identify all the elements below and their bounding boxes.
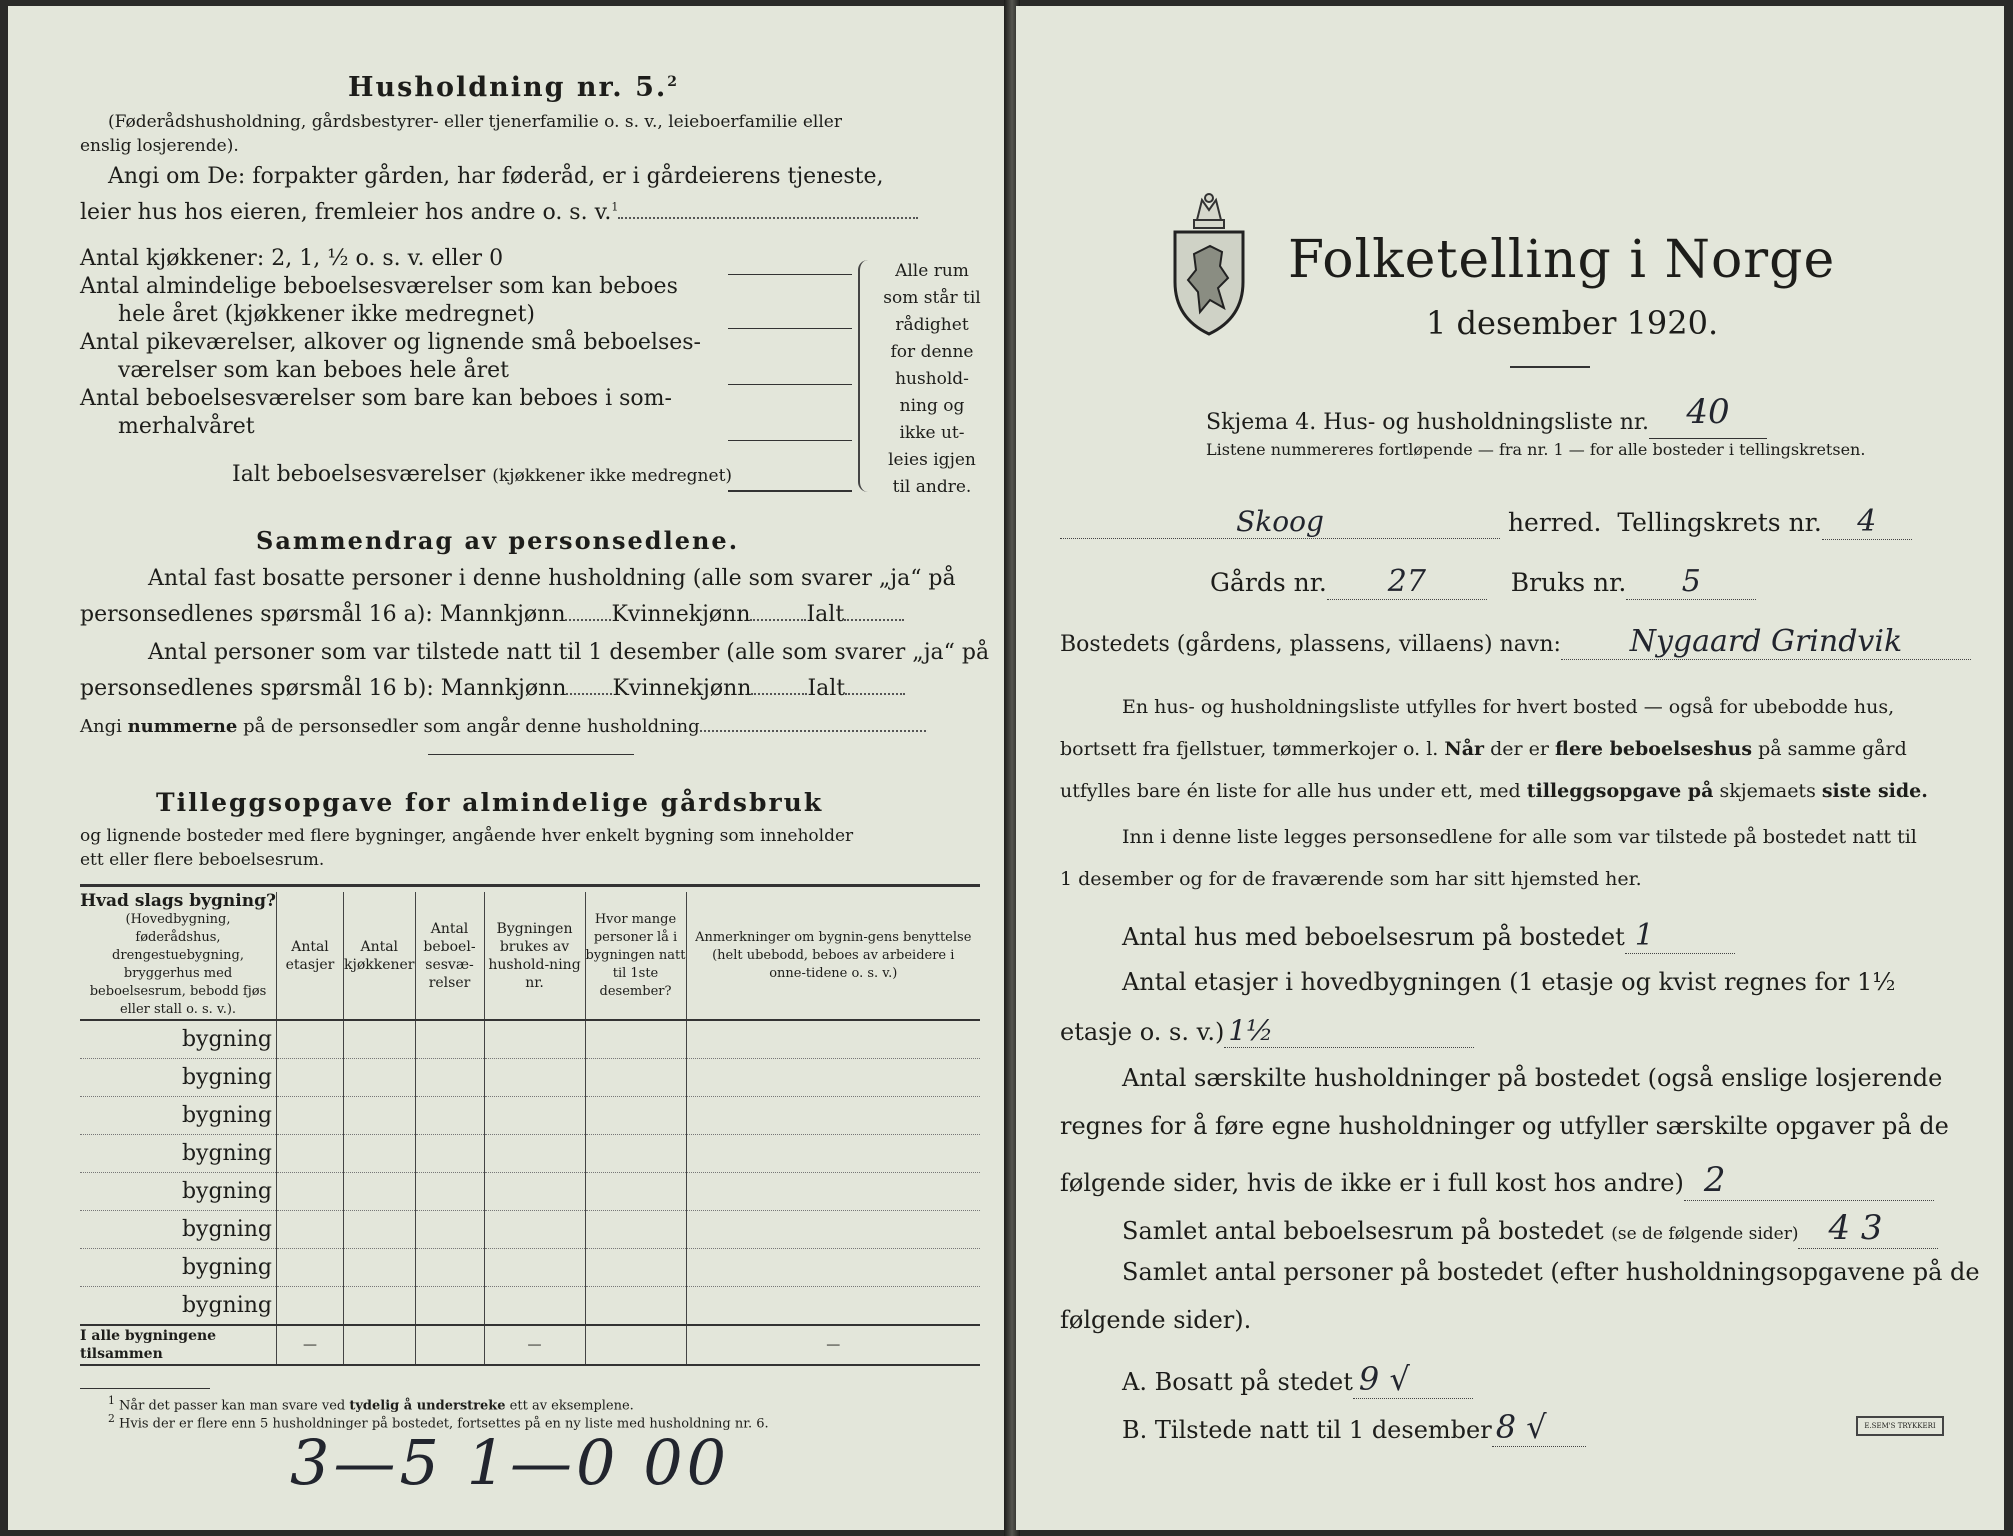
building-cell [277,1173,344,1211]
instruction-4: Inn i denne liste legges personsedlene for alle som var tilstede på bostedet natt til [1122,826,1917,848]
numbering-note: Listene nummereres fortløpende — fra nr. 1 — for alle bosteder i tellingskretsen. [1206,440,1866,459]
col-vaerelser-header: Antal beboel-sesvæ-relser [415,892,484,1020]
form-date: 1 desember 1920. [1426,304,1719,342]
tilstede-line: B. Tilstede natt til 1 desember 8 √ [1122,1408,1586,1447]
rooms-alm-1: Antal almindelige beboelsesværelser som kan beboes [80,274,678,299]
bosatt-value: 9 √ [1358,1360,1410,1398]
building-cell [585,1173,686,1211]
household-intro-2: enslig losjerende). [80,136,239,156]
instruction-5: 1 desember og for de fraværende som har sitt hjemsted her. [1060,868,1642,890]
building-cell [686,1097,980,1135]
side-note-line: Alle rum [895,261,969,281]
rooms-ialt: Ialt beboelsesværelser (kjøkkener ikke medregnet) [232,462,733,487]
building-cell [415,1020,484,1059]
building-cell [277,1211,344,1249]
building-cell [484,1173,585,1211]
question-etasjer-2: etasje o. s. v.) 1½ [1060,1014,1474,1048]
building-cell [415,1173,484,1211]
bruks-value: 5 [1681,564,1701,599]
sammendrag-nummer: Angi nummerne på de personsedler som angår denne husholdning [80,716,926,737]
building-cell [415,1249,484,1287]
side-note-line: rådighet [895,315,969,335]
total-cell: — [686,1325,980,1365]
side-note-line: som står til [883,288,981,308]
building-cell [415,1211,484,1249]
col-personer-header: Hvor mange personer lå i bygningen natt til 1ste desember? [585,892,686,1020]
building-cell [415,1059,484,1097]
building-cell [585,1249,686,1287]
question-hush-2: regnes for å føre egne husholdninger og utfyller særskilte opgaver på de [1060,1112,1949,1140]
building-row [80,1249,980,1287]
building-type-cell: bygning [80,1097,277,1135]
building-row [80,1211,980,1249]
building-type-cell: bygning [80,1211,277,1249]
question-hus: Antal hus med beboelsesrum på bostedet 1 [1122,918,1735,954]
building-row [80,1097,980,1135]
building-cell [484,1249,585,1287]
building-cell [585,1287,686,1326]
building-cell [484,1097,585,1135]
building-cell [686,1287,980,1326]
building-row [80,1135,980,1173]
building-cell [277,1059,344,1097]
building-row [80,1020,980,1059]
building-row [80,1287,980,1326]
building-cell [344,1287,416,1326]
building-cell [585,1135,686,1173]
instruction-3: utfylles bare én liste for alle hus under ett, med tilleggsopgave på skjemaets siste side. [1060,780,1928,802]
rooms-kjokkener: Antal kjøkkener: 2, 1, ½ o. s. v. eller 0 [80,246,504,271]
total-cell [415,1325,484,1365]
household-intro: (Føderådshusholdning, gårdsbestyrer- eller tjenerfamilie o. s. v., leieboerfamilie eller [108,112,842,132]
side-note-line: hushold- [895,369,969,389]
tillegg-sub-1: og lignende bosteder med flere bygninger, angående hver enkelt bygning som inneholder [80,826,854,846]
herred-value: Skoog [1236,505,1324,538]
building-cell [585,1097,686,1135]
building-cell [415,1287,484,1326]
col-husholdning-header: Bygningen brukes av hushold-ning nr. [484,892,585,1020]
angi-line-1: Angi om De: forpakter gården, har føderåd, er i gårdeierens tjeneste, [108,164,884,189]
angi-line-2: leier hus hos eieren, fremleier hos andre o. s. v.$^1$ [80,200,918,225]
rooms-pike-2: værelser som kan beboes hele året [118,358,509,383]
total-cell [344,1325,416,1365]
tilstede-value: 8 √ [1495,1408,1547,1446]
col-bygning-header: Hvad slags bygning? (Hovedbygning, føderådshus, drengestuebygning, bryggerhus med beboelsesrum, bebodd fjøs eller stall o. s. v.). [80,892,277,1020]
hush-value: 2 [1703,1160,1726,1200]
building-cell [344,1097,416,1135]
col-kjokkener-header: Antal kjøkkener [344,892,416,1020]
building-cell [415,1135,484,1173]
tillegg-heading: Tilleggsopgave for almindelige gårdsbruk [156,788,824,817]
side-note-line: ikke ut- [899,423,965,443]
sammendrag-heading: Sammendrag av personsedlene. [256,526,740,555]
tillegg-sub-2: ett eller flere beboelsesrum. [80,850,325,870]
building-cell [484,1211,585,1249]
total-cell [585,1325,686,1365]
building-cell [686,1211,980,1249]
tellingskrets-value: 4 [1857,504,1877,539]
building-row [80,1173,980,1211]
building-cell [585,1059,686,1097]
gards-line: Gårds nr. 27 Bruks nr. 5 [1210,564,1756,600]
hus-value: 1 [1634,918,1654,953]
skjema-line: Skjema 4. Hus- og husholdningsliste nr. 40 [1206,398,1767,439]
col-anmerkninger-header: Anmerkninger om bygnin-gens benyttelse (helt ubebodd, beboes av arbeidere i onne-tidene o. s. v.) [686,892,980,1020]
building-cell [277,1287,344,1326]
building-cell [686,1249,980,1287]
norwegian-coat-of-arms-icon [1170,192,1248,338]
gards-value: 27 [1387,564,1426,599]
footnote-2: $^2$ Hvis der er flere enn 5 husholdninger på bostedet, fortsettes på en ny liste med husholdning nr. 6. [108,1412,769,1432]
sammendrag-a1: Antal fast bosatte personer i denne husholdning (alle som svarer „ja“ på [148,566,956,591]
building-table [80,892,980,1366]
liste-nr-value: 40 [1686,392,1730,432]
building-type-cell: bygning [80,1287,277,1326]
building-cell [277,1097,344,1135]
sammendrag-b2: personsedlenes spørsmål 16 b): Mannkjønn Kvinnekjønn Ialt [80,676,905,701]
form-title: Folketelling i Norge [1288,230,1836,290]
rooms-sommer-2: merhalvåret [118,414,255,439]
rum-value: 4 3 [1828,1208,1883,1248]
household-title: Husholdning nr. 5.$^2$ [348,72,680,103]
question-personer-1: Samlet antal personer på bostedet (efter husholdningsopgavene på de [1122,1258,1980,1286]
sammendrag-b1: Antal personer som var tilstede natt til 1 desember (alle som svarer „ja“ på [148,640,990,665]
herred-line: Skoog herred. Tellingskrets nr. 4 [1060,504,1912,540]
handwritten-code: 3—5 1—0 00 [290,1426,731,1499]
building-cell [484,1135,585,1173]
side-note-line: leies igjen [888,450,976,470]
building-cell [484,1287,585,1326]
instruction-2: bortsett fra fjellstuer, tømmerkojer o. l. Når der er flere beboelseshus på samme gård [1060,738,1907,760]
building-cell [344,1173,416,1211]
rooms-sommer-1: Antal beboelsesværelser som bare kan beboes i som- [80,386,672,411]
total-cell: — [277,1325,344,1365]
building-type-cell: bygning [80,1249,277,1287]
bosted-line: Bostedets (gårdens, plassens, villaens) navn: Nygaard Grindvik [1060,624,1971,660]
side-note-line: til andre. [892,477,972,497]
instruction-1: En hus- og husholdningsliste utfylles for hvert bosted — også for ubebodde hus, [1122,696,1895,718]
side-note-line: ning og [899,396,965,416]
building-cell [344,1249,416,1287]
question-personer-2: følgende sider). [1060,1306,1252,1334]
building-type-cell: bygning [80,1173,277,1211]
building-type-cell: bygning [80,1135,277,1173]
building-cell [344,1020,416,1059]
building-type-cell: bygning [80,1059,277,1097]
question-hush-3: følgende sider, hvis de ikke er i full kost hos andre) 2 [1060,1160,1934,1201]
total-label: I alle bygningene tilsammen [80,1325,277,1365]
building-cell [484,1020,585,1059]
building-cell [344,1211,416,1249]
footnote-1: $^1$ Når det passer kan man svare ved tydelig å understreke ett av eksemplene. [108,1394,634,1414]
building-cell [585,1211,686,1249]
rooms-pike-1: Antal pikeværelser, alkover og lignende små beboelses- [80,330,701,355]
total-cell: — [484,1325,585,1365]
sammendrag-a2: personsedlenes spørsmål 16 a): Mannkjønn Kvinnekjønn Ialt [80,602,904,627]
building-cell [277,1135,344,1173]
building-cell [344,1135,416,1173]
building-cell [686,1020,980,1059]
building-cell [686,1173,980,1211]
question-rum: Samlet antal beboelsesrum på bostedet (se de følgende sider) 4 3 [1122,1208,1938,1249]
building-cell [344,1059,416,1097]
etasjer-value: 1½ [1228,1014,1274,1047]
building-type-cell: bygning [80,1020,277,1059]
bosted-value: Nygaard Grindvik [1629,624,1903,659]
building-cell [277,1249,344,1287]
left-page [8,6,1008,1530]
building-cell [686,1135,980,1173]
building-row [80,1059,980,1097]
printer-stamp: E.SEM'S TRYKKERI [1856,1416,1944,1436]
question-hush-1: Antal særskilte husholdninger på bostedet (også enslige losjerende [1122,1064,1943,1092]
rooms-brace [858,260,876,492]
building-cell [686,1059,980,1097]
col-etasjer-header: Antal etasjer [277,892,344,1020]
building-cell [585,1020,686,1059]
building-cell [277,1020,344,1059]
building-cell [484,1059,585,1097]
rooms-side-note [878,258,986,501]
bosatt-line: A. Bosatt på stedet 9 √ [1122,1360,1473,1399]
building-cell [415,1097,484,1135]
side-note-line: for denne [890,342,974,362]
right-page [1016,6,2004,1530]
question-etasjer-1: Antal etasjer i hovedbygningen (1 etasje og kvist regnes for 1½ [1122,968,1896,996]
rooms-alm-2: hele året (kjøkkener ikke medregnet) [118,302,535,327]
